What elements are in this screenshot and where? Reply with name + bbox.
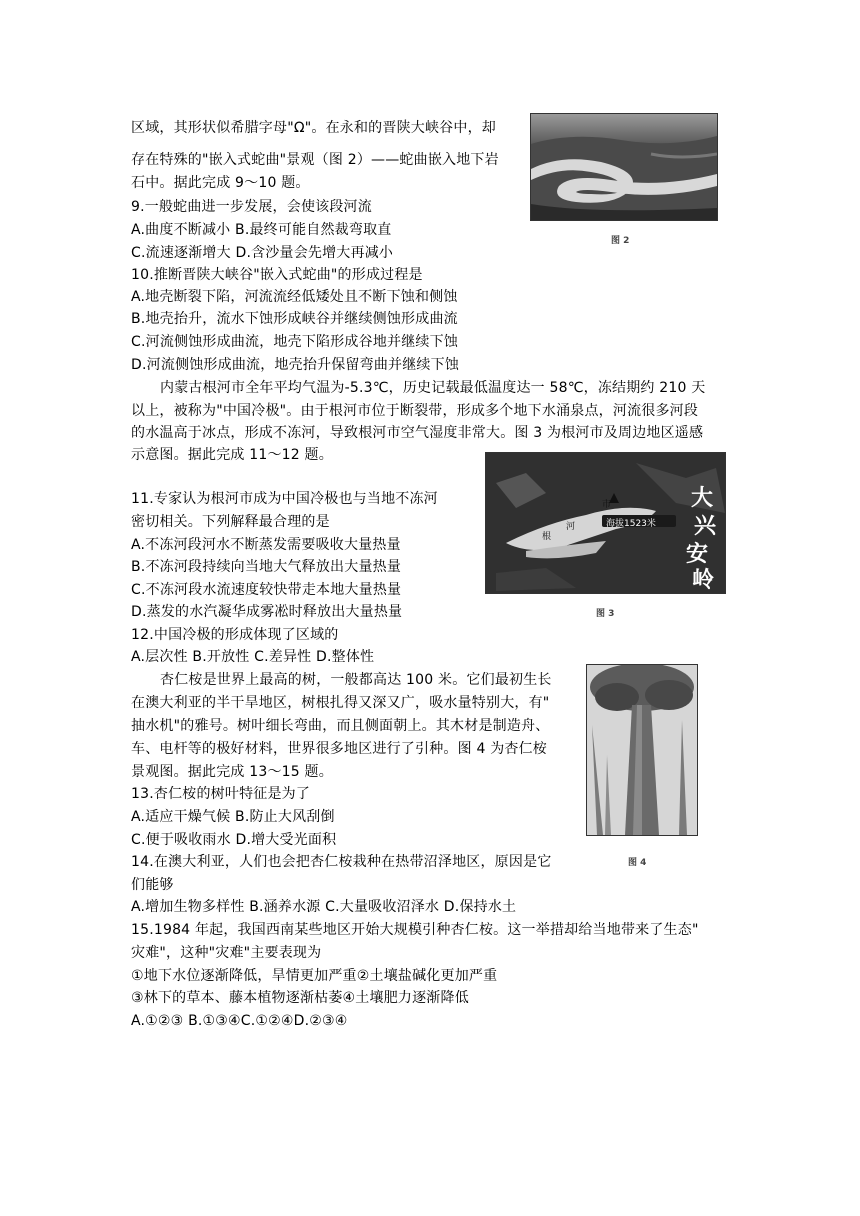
- map-label-he: 河: [566, 522, 576, 532]
- text-line: A.适应干燥气候 B.防止大风刮倒: [131, 809, 335, 825]
- text-line: A.增加生物多样性 B.涵养水源 C.大量吸收沼泽水 D.保持水土: [131, 899, 517, 915]
- text-line: A.①②③ B.①③④C.①②④D.②③④: [131, 1013, 348, 1029]
- figure-2-meander-photo: [530, 113, 718, 221]
- text-line: 车、电杆等的极好材料，世界很多地区进行了引种。图 4 为杏仁桉: [131, 741, 548, 757]
- text-line: 14.在澳大利亚，人们也会把杏仁桉栽种在热带沼泽地区，原因是它: [131, 854, 552, 870]
- text-line: A.不冻河段河水不断蒸发需要吸收大量热量: [131, 537, 401, 553]
- text-line: ①地下水位逐渐降低，旱情更加严重②土壤盐碱化更加严重: [131, 968, 498, 984]
- text-line: B.不冻河段持续向当地大气释放出大量热量: [131, 559, 402, 575]
- text-line: 存在特殊的"嵌入式蛇曲"景观（图 2）——蛇曲嵌入地下岩: [131, 152, 499, 168]
- text-line: 在澳大利亚的半干旱地区，树根扎得又深又广，吸水量特别大，有": [131, 695, 550, 711]
- text-line: 10.推断晋陕大峡谷"嵌入式蛇曲"的形成过程是: [131, 267, 423, 283]
- text-line: A.层次性 B.开放性 C.差异性 D.整体性: [131, 649, 375, 665]
- text-line: 12.中国冷极的形成体现了区域的: [131, 627, 339, 643]
- text-line: 杏仁桉是世界上最高的树，一般都高达 100 米。它们最初生长: [160, 672, 552, 688]
- figure-4-eucalyptus-photo: [586, 664, 698, 836]
- text-line: 15.1984 年起，我国西南某些地区开始大规模引种杏仁桉。这一举措却给当地带来了生态": [131, 922, 699, 938]
- text-line: 密切相关。下列解释最合理的是: [131, 514, 330, 530]
- text-line: 区域，其形状似希腊字母"Ω"。在永和的晋陕大峡谷中，却: [131, 120, 496, 136]
- text-line: 抽水机"的雅号。树叶细长弯曲，而且侧面朝上。其木材是制造舟、: [131, 718, 550, 734]
- text-line: A.曲度不断减小 B.最终可能自然裁弯取直: [131, 222, 392, 238]
- text-line: C.不冻河段水流速度较快带走本地大量热量: [131, 582, 402, 598]
- map-altitude-label: 海拔1523米: [606, 519, 656, 529]
- text-line: 们能够: [131, 877, 174, 893]
- text-line: C.便于吸收雨水 D.增大受光面积: [131, 832, 337, 848]
- text-line: 示意图。据此完成 11～12 题。: [131, 447, 333, 463]
- text-line: C.河流侧蚀形成曲流，地壳下陷形成谷地并继续下蚀: [131, 334, 459, 350]
- tree-illustration: [587, 665, 697, 835]
- text-line: 9.一般蛇曲进一步发展，会使该段河流: [131, 199, 372, 215]
- text-line: 以上，被称为"中国冷极"。由于根河市位于断裂带，形成多个地下水涌泉点，河流很多河段: [131, 403, 699, 419]
- text-line: 13.杏仁桉的树叶特征是为了: [131, 786, 311, 802]
- figure-3-caption: 图 3: [596, 609, 615, 619]
- meander-illustration: [531, 114, 717, 220]
- text-line: D.蒸发的水汽凝华成雾凇时释放出大量热量: [131, 604, 403, 620]
- figure-2-caption: 图 2: [611, 236, 630, 246]
- text-line: 石中。据此完成 9～10 题。: [131, 175, 310, 191]
- map-label-gen: 根: [542, 532, 552, 542]
- text-line: C.流速逐渐增大 D.含沙量会先增大再减小: [131, 245, 394, 261]
- map-range-label-4: 岭: [692, 568, 715, 593]
- map-label-shi: 市: [602, 500, 612, 510]
- text-line: 11.专家认为根河市成为中国冷极也与当地不冻河: [131, 491, 438, 507]
- figure-3-remote-sensing-map: [485, 452, 726, 594]
- text-line: 内蒙古根河市全年平均气温为-5.3℃，历史记载最低温度达一 58℃，冻结期约 210 天: [160, 380, 706, 396]
- figure-4-caption: 图 4: [628, 858, 647, 868]
- text-line: D.河流侧蚀形成曲流，地壳抬升保留弯曲并继续下蚀: [131, 357, 460, 373]
- map-range-label-1: 大: [691, 486, 714, 511]
- text-line: 灾难"，这种"灾难"主要表现为: [131, 945, 322, 961]
- map-range-label-3: 安: [686, 542, 709, 567]
- text-line: 景观图。据此完成 13～15 题。: [131, 764, 333, 780]
- text-line: ③林下的草本、藤本植物逐渐枯萎④土壤肥力逐渐降低: [131, 990, 469, 1006]
- map-range-label-2: 兴: [694, 514, 717, 539]
- text-line: 的水温高于冰点，形成不冻河，导致根河市空气湿度非常大。图 3 为根河市及周边地区遥感: [131, 425, 704, 441]
- text-line: B.地壳抬升，流水下蚀形成峡谷并继续侧蚀形成曲流: [131, 311, 458, 327]
- text-line: A.地壳断裂下陷，河流流经低矮处且不断下蚀和侧蚀: [131, 289, 458, 305]
